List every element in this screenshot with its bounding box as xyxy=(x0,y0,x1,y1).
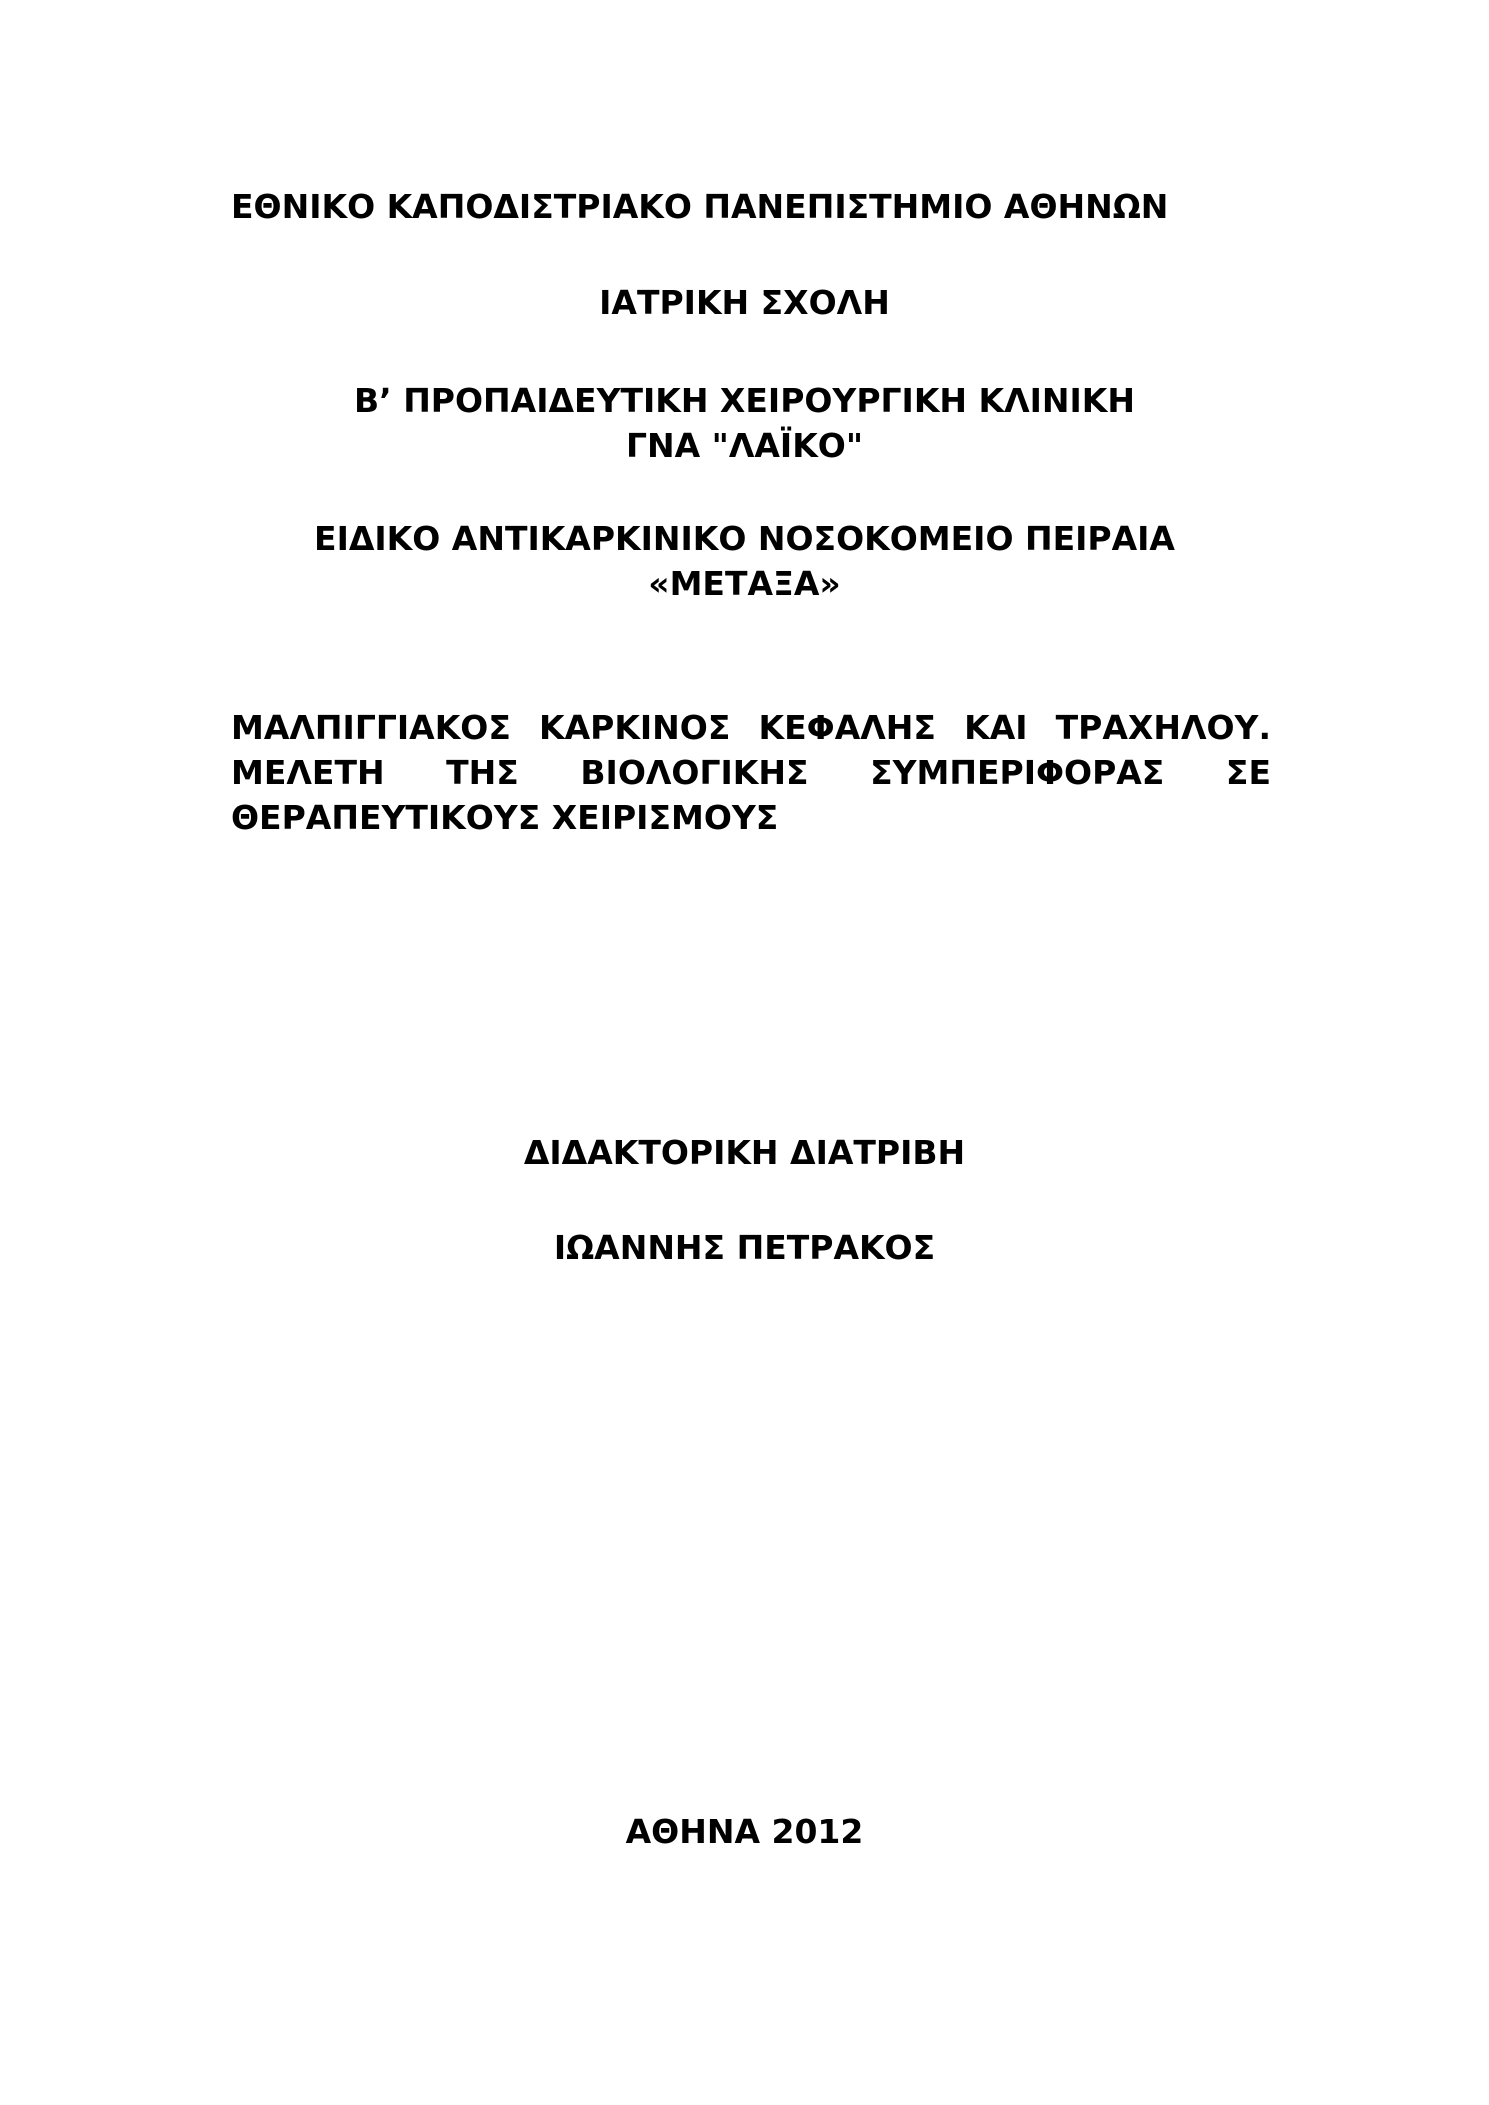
document-type: ΔΙΔΑΚΤΟΡΙΚΗ ΔΙΑΤΡΙΒΗ xyxy=(523,1133,966,1172)
university-name: ΕΘΝΙΚΟ ΚΑΠΟΔΙΣΤΡΙΑΚΟ ΠΑΝΕΠΙΣΤΗΜΙΟ ΑΘΗΝΩΝ xyxy=(231,187,1169,226)
clinic-name-line1: Β’ ΠΡΟΠΑΙΔΕΥΤΙΚΗ ΧΕΙΡΟΥΡΓΙΚΗ ΚΛΙΝΙΚΗ xyxy=(354,381,1135,420)
hospital-name-line2: «ΜΕΤΑΞΑ» xyxy=(648,564,841,603)
school-name: ΙΑΤΡΙΚΗ ΣΧΟΛΗ xyxy=(599,283,890,322)
hospital-name-line1: ΕΙΔΙΚΟ ΑΝΤΙΚΑΡΚΙΝΙΚΟ ΝΟΣΟΚΟΜΕΙΟ ΠΕΙΡΑΙΑ xyxy=(314,519,1175,558)
clinic-name-line2: ΓΝΑ "ΛΑΪΚΟ" xyxy=(625,426,864,465)
thesis-title-line3: ΘΕΡΑΠΕΥΤΙΚΟΥΣ ΧΕΙΡΙΣΜΟΥΣ xyxy=(231,798,779,837)
place-and-year: ΑΘΗΝΑ 2012 xyxy=(625,1812,864,1851)
thesis-title-line1: ΜΑΛΠΙΓΓΙΑΚΟΣ ΚΑΡΚΙΝΟΣ ΚΕΦΑΛΗΣ ΚΑΙ ΤΡΑΧΗΛΟΥ. xyxy=(231,708,1271,747)
thesis-title-line2: ΜΕΛΕΤΗ ΤΗΣ ΒΙΟΛΟΓΙΚΗΣ ΣΥΜΠΕΡΙΦΟΡΑΣ ΣΕ xyxy=(231,753,1271,792)
author-name: ΙΩΑΝΝΗΣ ΠΕΤΡΑΚΟΣ xyxy=(553,1228,936,1267)
